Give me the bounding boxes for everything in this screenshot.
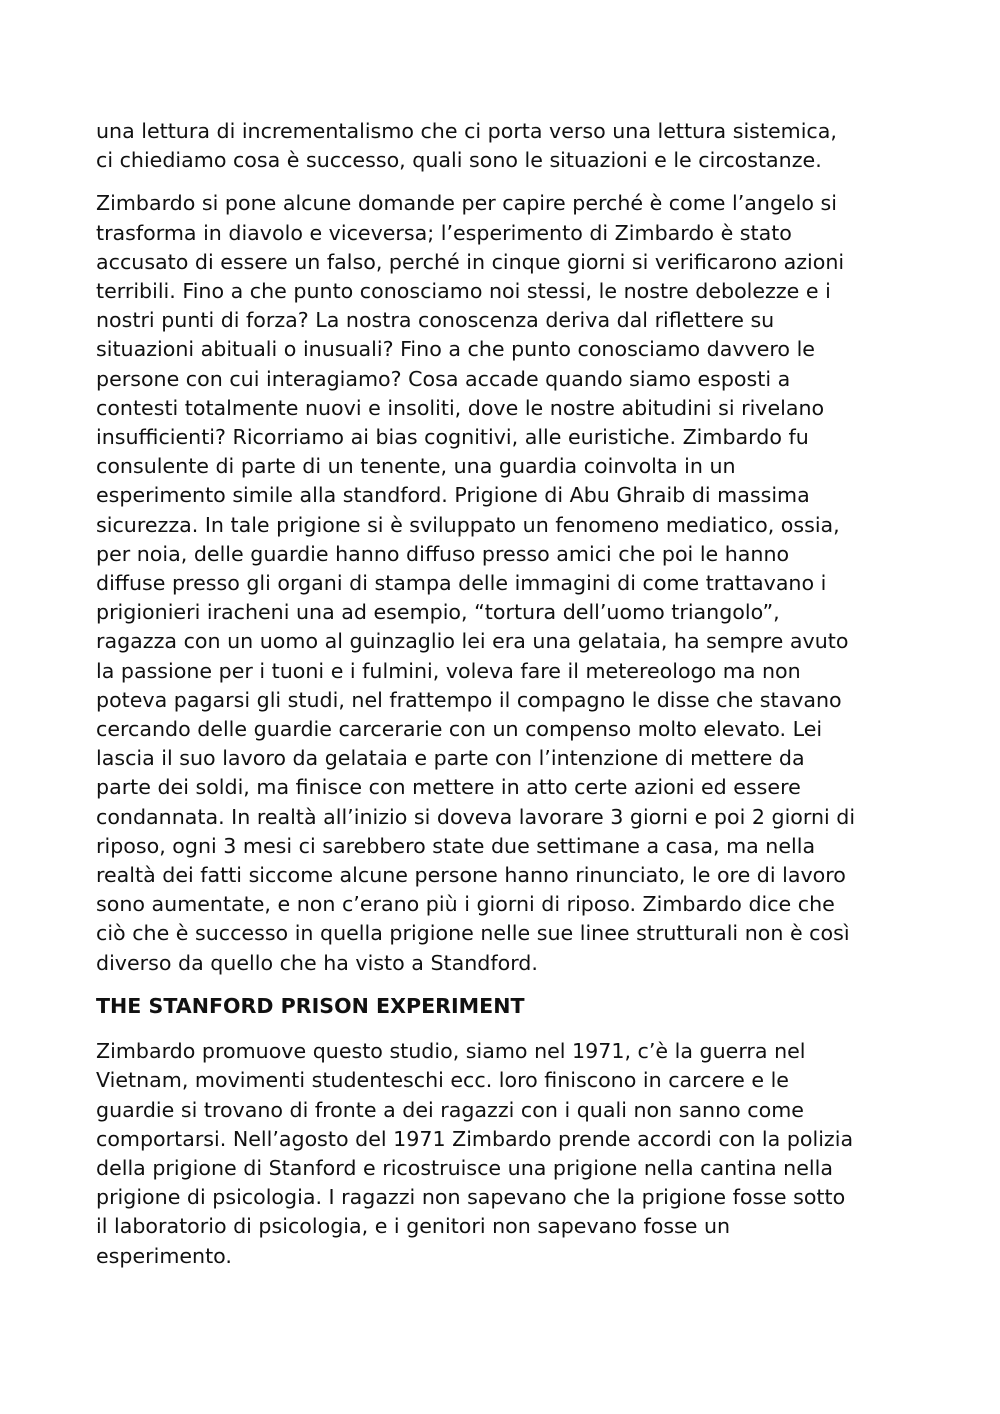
section-heading: THE STANFORD PRISON EXPERIMENT [96, 993, 525, 1018]
paragraph-intro: una lettura di incrementalismo che ci porta verso una lettura sistemica, ci chiediamo cosa è successo, quali sono le situazioni e le circostanze. [96, 119, 837, 173]
paragraph-stanford-study: Zimbardo promuove questo studio, siamo nel 1971, c’è la guerra nel Vietnam, movimenti studenteschi ecc. loro finiscono in carcere e le guardie si trovano di fronte a dei ragazzi con i quali non sanno come comportarsi. Nell’agosto del 1971 Zimbardo prende accordi con la polizia della prigione di Stanford e ricostruisce una prigione nella cantina nella prigione di psicologia. I ragazzi non sapevano che la prigione fosse sotto il laboratorio di psicologia, e i genitori non sapevano fosse un esperimento. [96, 1039, 854, 1268]
paragraph-zimbardo-questions: Zimbardo si pone alcune domande per capire perché è come l’angelo si trasforma in diavolo e viceversa; l’esperimento di Zimbardo è stato accusato di essere un falso, perché in cinque giorni si verificarono azioni terribili. Fino a che punto conosciamo noi stessi, le nostre debolezze e i nostri punti di forza? La nostra conoscenza deriva dal riflettere su situazioni abituali o inusuali? Fino a che punto conosciamo davvero le persone con cui interagiamo? Cosa accade quando siamo esposti a contesti totalmente nuovi e insoliti, dove le nostre abitudini si rivelano insufficienti? Ricorriamo ai bias cognitivi, alle euristiche. Zimbardo fu consulente di parte di un tenente, una guardia coinvolta in un esperimento simile alla standford. Prigione di Abu Ghraib di massima sicurezza. In tale prigione si è sviluppato un fenomeno mediatico, ossia, per noia, delle guardie hanno diffuso presso amici che poi le hanno diffuse presso gli organi di stampa delle immagini di come trattavano i prigionieri iracheni una ad esempio, “tortura dell’uomo triangolo”, ragazza con un uomo al guinzaglio lei era una gelataia, ha sempre avuto la passione per i tuoni e i fulmini, voleva fare il metereologo ma non poteva pagarsi gli studi, nel frattempo il compagno le disse che stavano cercando delle guardie carcerarie con un compenso molto elevato. Lei lascia il suo lavoro da gelataia e parte con l’intenzione di mettere da parte dei soldi, ma finisce con mettere in atto certe azioni ed essere condannata. In realtà all’inizio si doveva lavorare 3 giorni e poi 2 giorni di riposo, ogni 3 mesi ci sarebbero state due settimane a casa, ma nella realtà dei fatti siccome alcune persone hanno rinunciato, le ore di lavoro sono aumentate, e non c’erano più i giorni di riposo. Zimbardo dice che ciò che è successo in quella prigione nelle sue linee strutturali non è così diverso da quello che ha visto a Standford. [96, 191, 856, 975]
